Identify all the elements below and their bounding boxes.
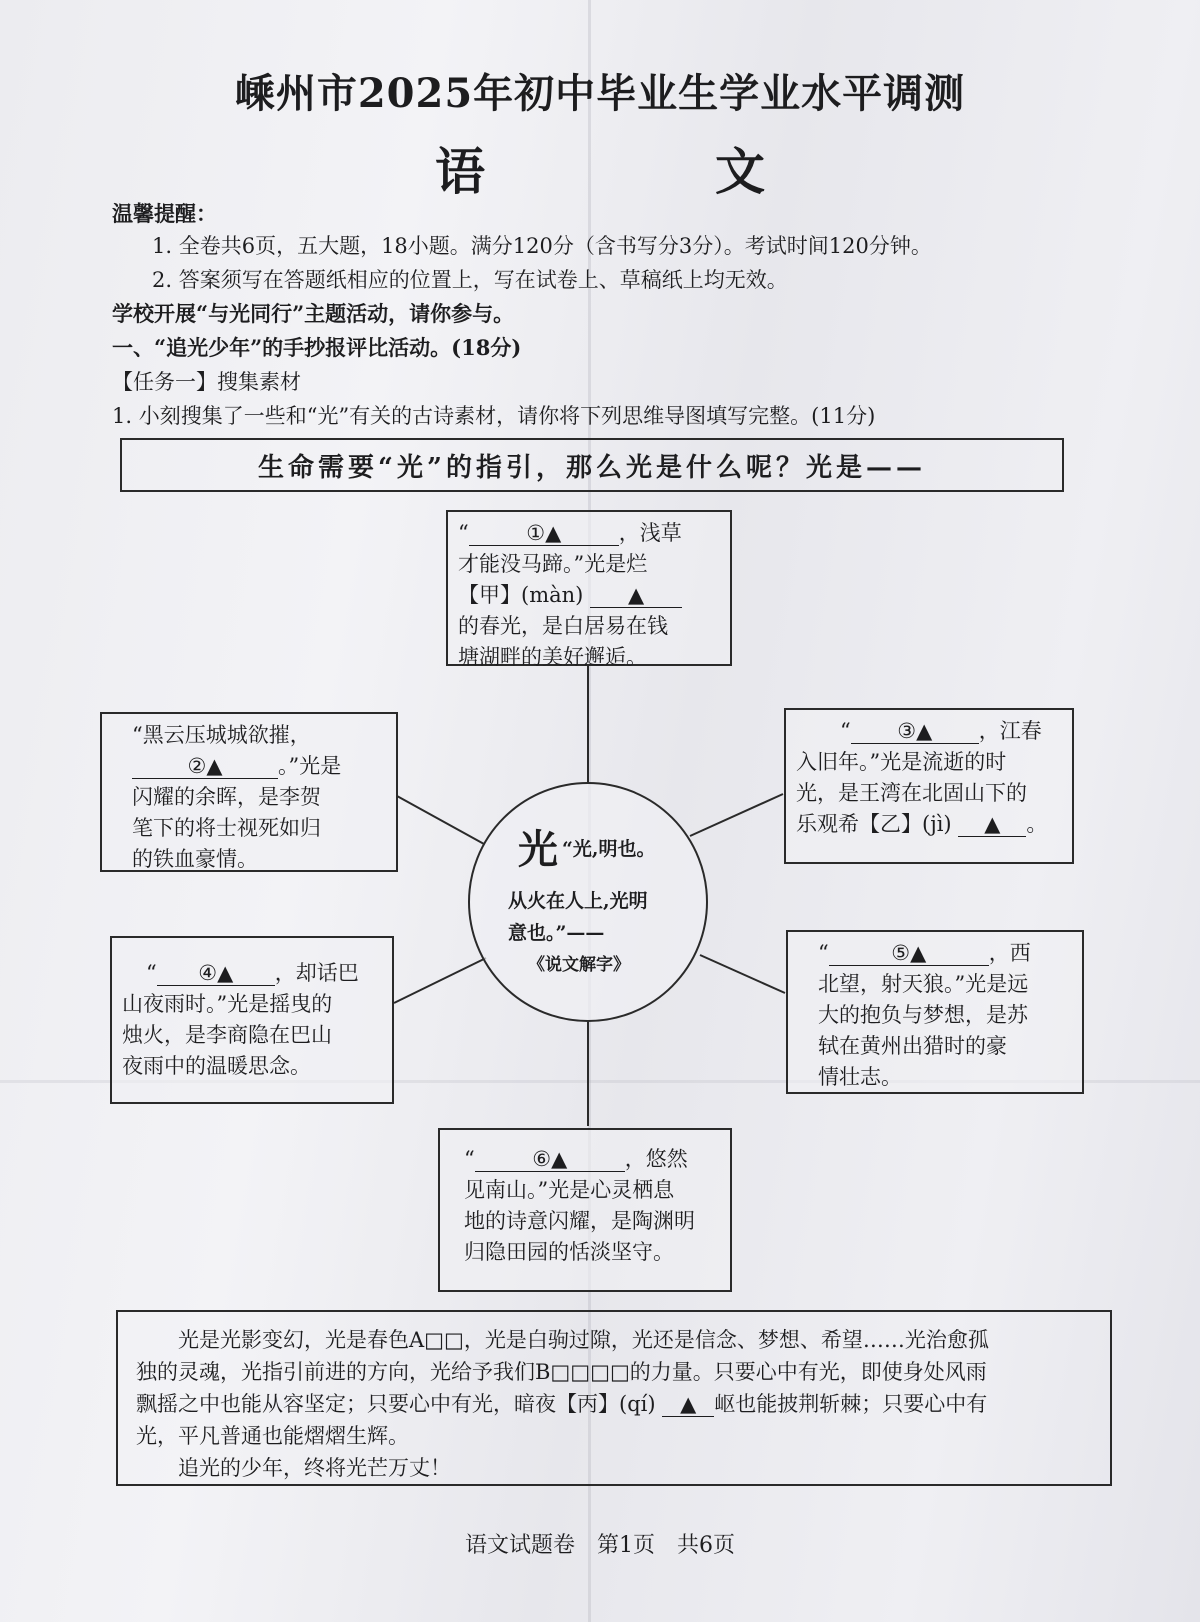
answer-blank-1[interactable]: ①▲ <box>469 521 619 546</box>
center-character: 光 <box>518 826 558 873</box>
mindmap-box-3: “ ③▲ ，江春 入旧年。”光是流逝的时 光，是王湾在北固山下的 乐观希【乙】(jì) ▲ 。 <box>784 708 1074 864</box>
mindmap-banner: 生命需要“光”的指引，那么光是什么呢？光是—— <box>120 438 1064 492</box>
answer-blank-yi[interactable]: ▲ <box>958 812 1026 837</box>
mindmap-box-5: “ ⑤▲ ，西 北望，射天狼。”光是远 大的抱负与梦想，是苏 轼在黄州出猎时的豪 情壮志。 <box>786 930 1084 1094</box>
mindmap-box-6: “ ⑥▲ ，悠然 见南山。”光是心灵栖息 地的诗意闪耀，是陶渊明 归隐田园的恬淡坚守。 <box>438 1128 732 1292</box>
answer-blank-3[interactable]: ③▲ <box>851 719 979 744</box>
activity-intro: 学校开展“与光同行”主题活动，请你参与。 <box>112 301 515 326</box>
answer-blank-5[interactable]: ⑤▲ <box>829 941 989 966</box>
answer-blank-4[interactable]: ④▲ <box>157 961 275 986</box>
mindmap-box-1: “ ①▲ ，浅草 才能没马蹄。”光是烂 【甲】(màn) ▲ 的春光，是白居易在钱 塘湖畔的美好邂逅。 <box>446 510 732 666</box>
task-1-heading: 【任务一】搜集素材 <box>112 370 301 394</box>
answer-blank-2[interactable]: ②▲ <box>132 754 278 779</box>
mindmap-center: 光 “光,明也。 从火在人上,光明 意也。”—— 《说文解字》 <box>468 782 708 1022</box>
mindmap-box-4: “ ④▲ ，却话巴 山夜雨时。”光是摇曳的 烛火，是李商隐在巴山 夜雨中的温暖思念。 <box>110 936 394 1104</box>
exam-title: 嵊州市2025年初中毕业生学业水平调测 <box>234 70 966 117</box>
summary-passage: 光是光影变幻，光是春色A□□，光是白驹过隙，光还是信念、梦想、希望……光治愈孤 独的灵魂，光指引前进的方向，光给予我们B□□□□的力量。只要心中有光，即使身处风雨 飘摇之中也能从容坚定；只要心中有光，暗夜【丙】(qí) ▲ 岖也能披荆斩棘；只要心中有 光，平凡普通也能熠熠生辉。 追光的少年，终将光芒万丈！ <box>116 1310 1112 1486</box>
mindmap-box-2: “黑云压城城欲摧， ②▲ 。”光是 闪耀的余晖，是李贺 笔下的将士视死如归 的铁血豪情。 <box>100 712 398 872</box>
section-1-heading: 一、“追光少年”的手抄报评比活动。(18分) <box>112 335 522 360</box>
reminder-item-1: 1. 全卷共6页，五大题，18小题。满分120分（含书写分3分）。考试时间120分钟。 <box>152 234 932 258</box>
answer-blank-jia[interactable]: ▲ <box>590 583 682 608</box>
center-source: 《说文解字》 <box>528 955 630 975</box>
page-footer: 语文试题卷 第1页 共6页 <box>465 1533 735 1558</box>
reminder-heading: 温馨提醒： <box>112 201 217 226</box>
question-1: 1. 小刻搜集了一些和“光”有关的古诗素材，请你将下列思维导图填写完整。(11分) <box>112 404 876 428</box>
subject-title: 语 文 <box>435 142 855 201</box>
answer-blank-6[interactable]: ⑥▲ <box>475 1147 625 1172</box>
reminder-item-2: 2. 答案须写在答题纸相应的位置上，写在试卷上、草稿纸上均无效。 <box>152 268 788 292</box>
answer-blank-bing[interactable]: ▲ <box>662 1392 714 1417</box>
